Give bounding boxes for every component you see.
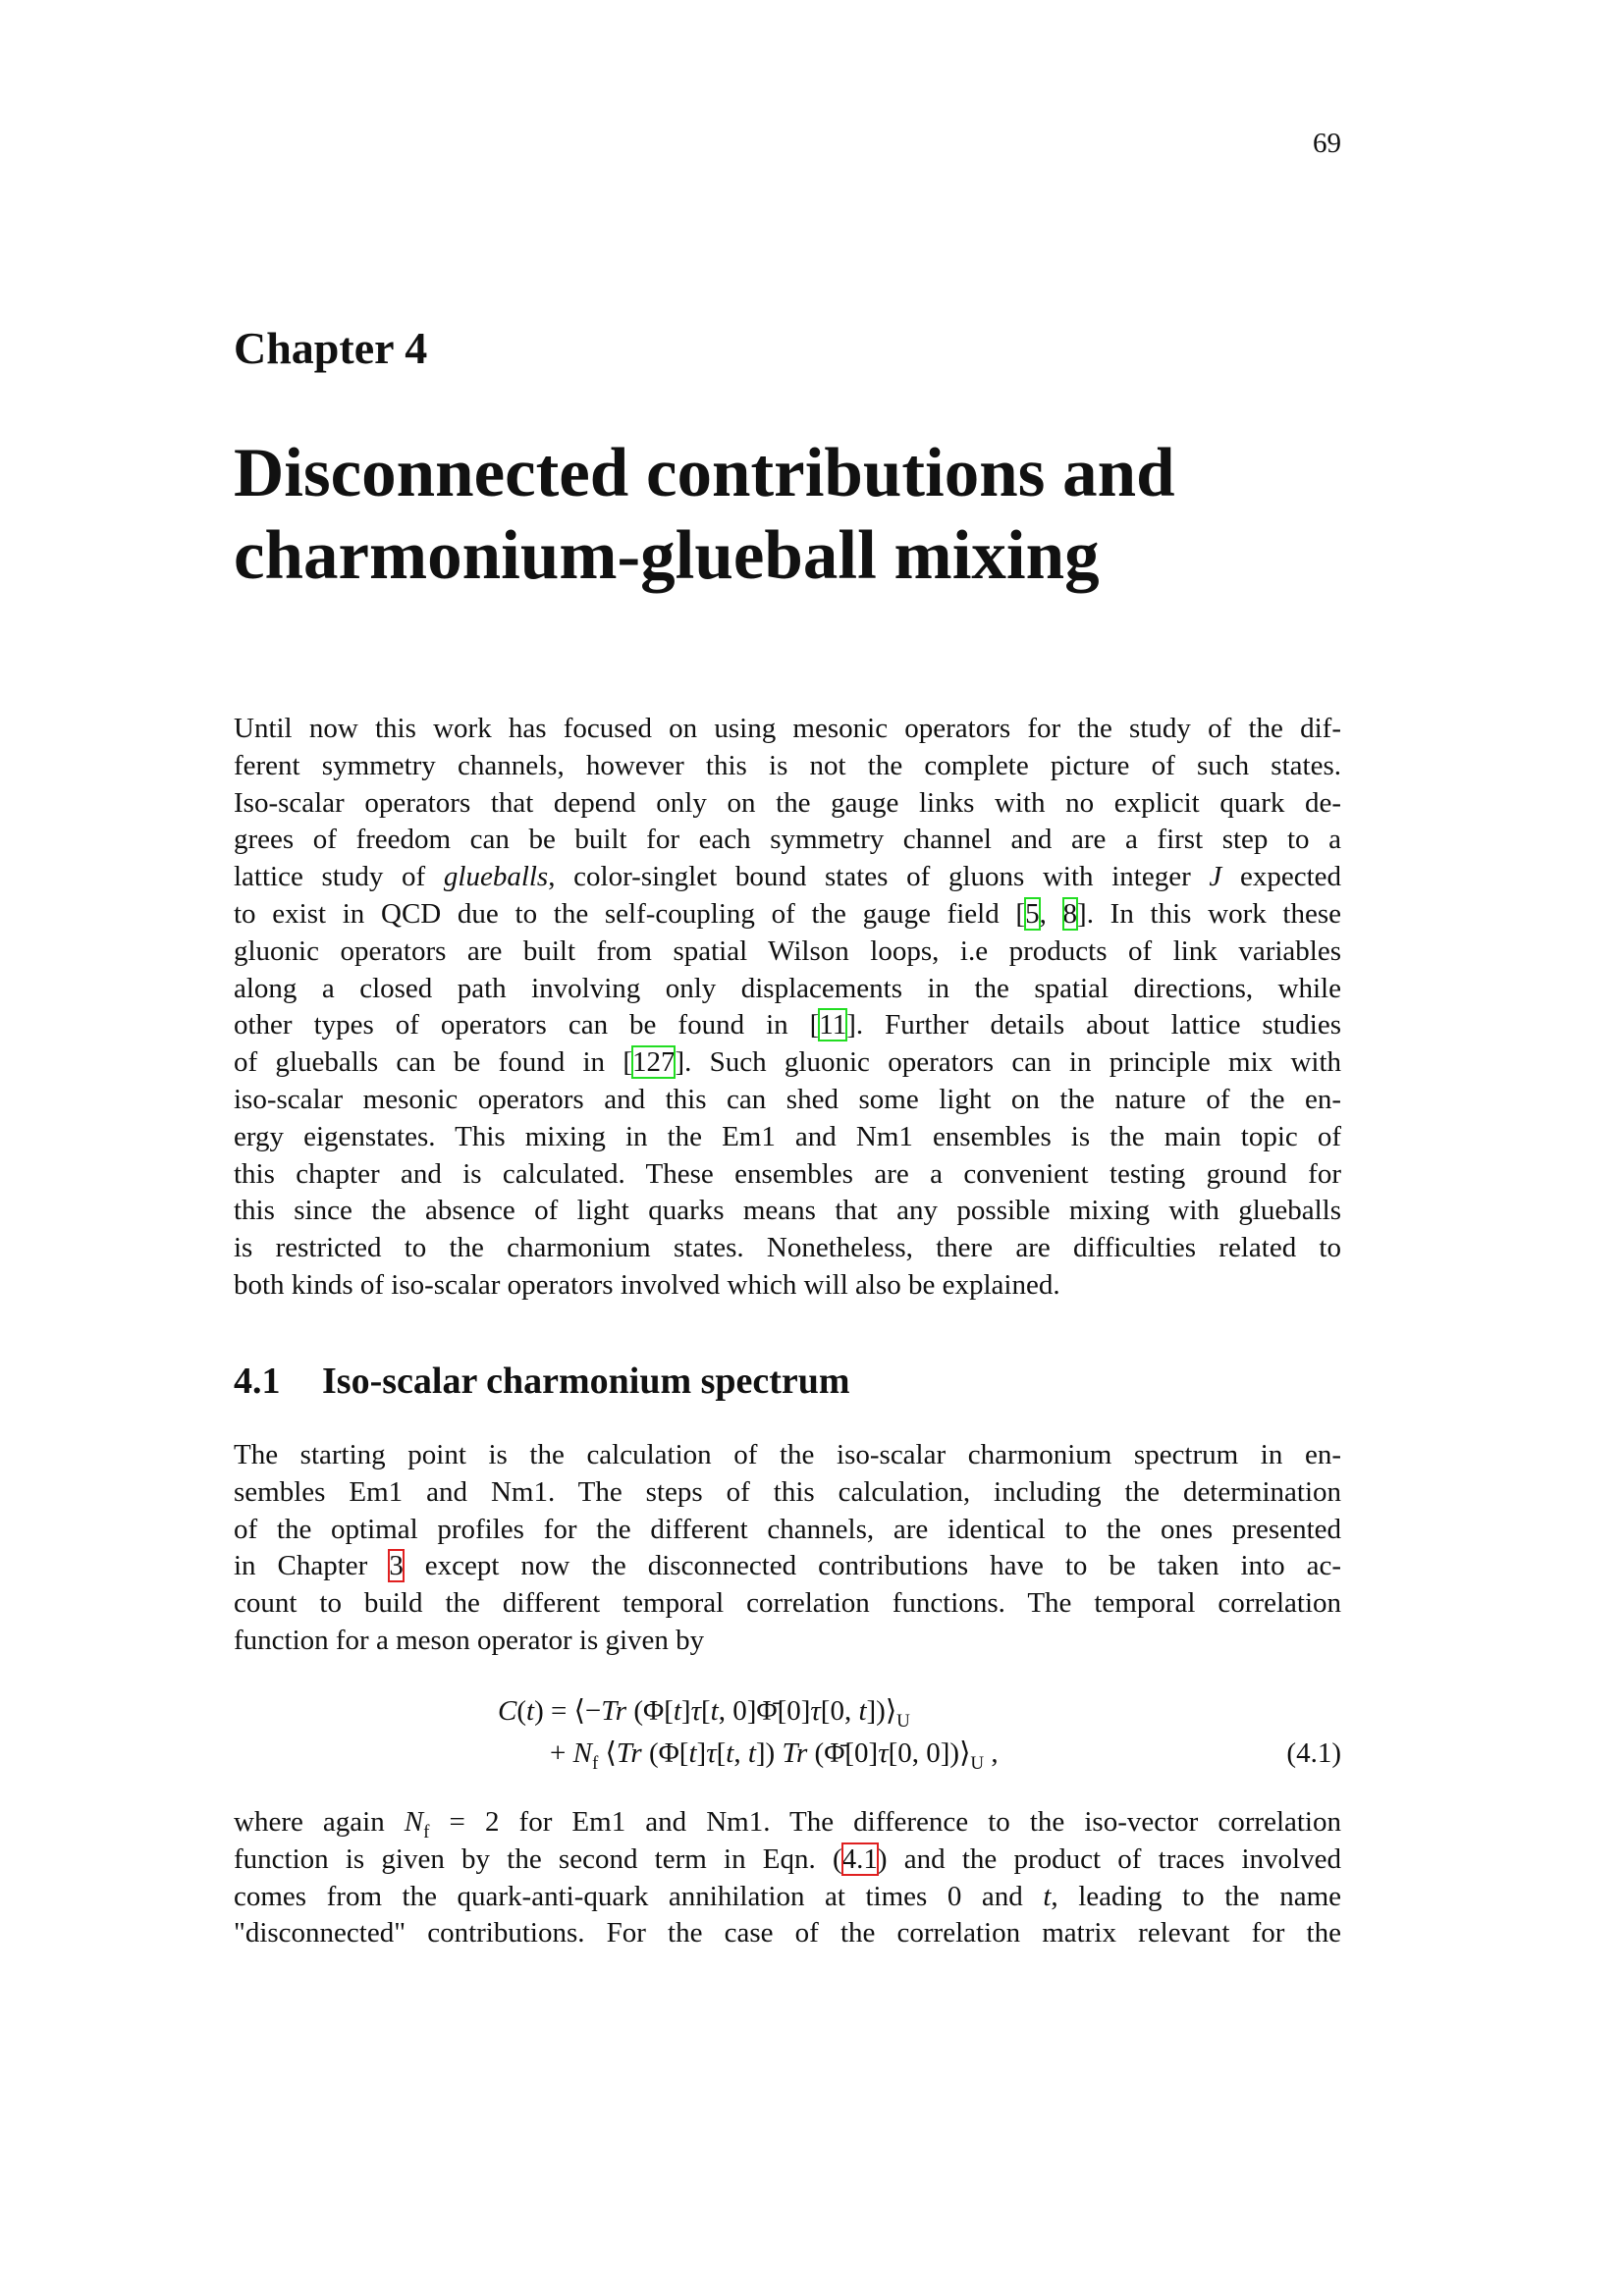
text-line [234,1548,1341,1585]
text-run: along a closed path involving only displacements in the spatial directions, while [234,972,1341,1004]
text-line [234,1082,1341,1119]
text-line [234,1915,1341,1952]
text-line [234,1842,1341,1879]
text-run: this chapter and is calculated. These ensembles are a convenient testing ground for [234,1157,1341,1190]
text-line [234,1474,1341,1512]
math-symbol: J [1209,861,1222,893]
text-run: [0, 0])⟩ [888,1737,971,1769]
chapter-label: Chapter 4 [234,323,428,373]
citation-link[interactable]: 127 [631,1046,676,1079]
math-symbol: C [498,1695,517,1727]
text-run: ])⟩ [866,1695,897,1727]
page-number: 69 [1313,128,1341,159]
math-symbol: t [673,1695,681,1727]
subscript: U [896,1710,910,1732]
text-run: (Φ[ [626,1695,674,1727]
text-run: , leading to the name [1051,1880,1341,1912]
text-run: ] [680,1695,691,1727]
paragraph-spectrum [234,1437,1341,1660]
math-symbol: t [726,1737,734,1769]
text-line [234,1119,1341,1156]
text-run: [0, [820,1695,859,1727]
text-run: comes from the quark-anti-quark annihilation at times 0 and [234,1880,1044,1912]
paragraph-intro [234,711,1341,1305]
text-line [234,896,1341,934]
section-title: Iso-scalar charmonium spectrum [322,1361,850,1402]
math-symbol: Tr [616,1737,642,1769]
text-line [234,1007,1341,1044]
text-run: ]. In this work these [1077,897,1342,930]
math-symbol: glueballs [443,861,549,893]
text-run: lattice study of [234,861,444,893]
text-run: ]. Further details about lattice studies [846,1009,1341,1041]
math-symbol: t [858,1695,867,1727]
text-run: iso-scalar mesonic operators and this can shed some light on the nature of the en- [234,1083,1341,1115]
text-run: The starting point is the calculation of the iso-scalar charmonium spectrum in en- [234,1439,1341,1470]
text-run: of glueballs can be found in [ [234,1046,632,1079]
citation-link[interactable]: 5 [1025,897,1040,930]
math-symbol: t [747,1737,756,1769]
text-run: ]. Such gluonic operators can in principle mix with [675,1046,1341,1079]
text-run: ( [516,1695,527,1727]
citation-link[interactable]: 11 [819,1009,847,1041]
text-run: "disconnected" contributions. For the case of the correlation matrix relevant for the [234,1917,1341,1949]
text-line [234,1044,1341,1082]
math-symbol: N [572,1737,592,1769]
text-line [234,1623,1341,1660]
chapter-title-line: charmonium-glueball mixing [234,517,1100,594]
math-symbol: Tr [782,1737,808,1769]
text-run: in Chapter [234,1550,390,1582]
text-run: to exist in QCD due to the self-coupling of the gauge field [ [234,897,1026,930]
text-line [234,1230,1341,1267]
math-symbol: t [710,1695,719,1727]
text-run: where again [234,1806,405,1838]
paragraph-disconnected [234,1804,1341,1952]
text-line [234,1804,1341,1842]
text-run: gluonic operators are built from spatial Wilson loops, i.e products of link variables [234,934,1341,967]
text-run: , [733,1737,748,1769]
text-run: other types of operators can be found in [ [234,1009,820,1041]
math-symbol: t [1043,1880,1052,1912]
math-symbol: τ [878,1737,889,1769]
text-run: , [1039,897,1063,930]
text-run: is restricted to the charmonium states. Nonetheless, there are difficulties related to [234,1232,1341,1264]
text-line [234,711,1341,748]
equation-line-1 [498,1691,910,1731]
text-run: of the optimal profiles for the different channels, are identical to the ones presented [234,1513,1341,1545]
text-line [234,859,1341,896]
text-run: this since the absence of light quarks means that any possible mixing with glueballs [234,1195,1341,1227]
chapter-title-line: Disconnected contributions and [234,435,1175,511]
text-run: sembles Em1 and Nm1. The steps of this calculation, including the determination [234,1475,1341,1508]
math-symbol: t [688,1737,697,1769]
text-run: , 0]Φ̄[0] [718,1695,811,1727]
text-run: Until now this work has focused on using mesonic operators for the study of the dif- [234,713,1341,744]
equation-number: (4.1) [1286,1737,1341,1769]
text-run: + [550,1737,573,1769]
text-run: ) = ⟨− [534,1695,602,1727]
subscript: U [970,1752,985,1774]
section-heading [234,1360,850,1403]
text-run: ergy eigenstates. This mixing in the Em1 and Nm1 ensembles is the main topic of [234,1120,1341,1152]
text-run: grees of freedom can be built for each symmetry channel and are a first step to a [234,824,1341,856]
text-line [234,971,1341,1008]
citation-link[interactable]: 8 [1062,897,1078,930]
subscript: f [591,1752,599,1774]
text-run: function for a meson operator is given by [234,1624,705,1656]
text-run: ]) [755,1737,783,1769]
text-line [234,934,1341,971]
text-line [234,1193,1341,1230]
text-run: , color-singlet bound states of gluons with integer [548,861,1210,893]
section-number: 4.1 [234,1361,281,1402]
text-run: Iso-scalar operators that depend only on the gauge links with no explicit quark de- [234,786,1341,819]
text-run: ) and the product of traces involved [877,1842,1341,1875]
text-run: expected [1221,861,1342,893]
text-line [234,748,1341,785]
text-run: , [984,1737,999,1769]
text-run: = 2 for Em1 and Nm1. The difference to the iso-vector correlation [429,1806,1341,1838]
chapter-title [234,432,1175,597]
math-symbol: τ [810,1695,821,1727]
text-line [234,785,1341,823]
math-symbol: τ [690,1695,701,1727]
math-symbol: τ [706,1737,717,1769]
text-line [234,1585,1341,1623]
math-symbol: t [526,1695,535,1727]
text-line [234,1512,1341,1549]
text-run: count to build the different temporal correlation functions. The temporal correlation [234,1587,1341,1620]
text-line [234,1156,1341,1194]
text-line [234,1879,1341,1916]
text-run: (Φ[ [641,1737,689,1769]
text-run: ] [696,1737,707,1769]
text-line [234,822,1341,859]
subscript: f [423,1821,430,1842]
text-run: function is given by the second term in Eqn. ( [234,1842,842,1875]
math-symbol: N [404,1806,424,1838]
cross-reference-link[interactable]: 3 [389,1550,404,1582]
text-run: ⟨ [598,1737,617,1769]
text-run: except now the disconnected contributions have to be taken into ac- [403,1550,1341,1582]
text-run: [ [700,1695,711,1727]
cross-reference-link[interactable]: 4.1 [841,1842,878,1875]
text-line [234,1437,1341,1474]
text-run: ferent symmetry channels, however this is not the complete picture of such states. [234,749,1341,781]
math-symbol: Tr [601,1695,627,1727]
text-run: both kinds of iso-scalar operators involved which will also be explained. [234,1268,1060,1301]
equation-line-2 [550,1734,999,1773]
text-line [234,1267,1341,1305]
text-run: (Φ̄[0] [807,1737,879,1769]
text-run: [ [716,1737,727,1769]
